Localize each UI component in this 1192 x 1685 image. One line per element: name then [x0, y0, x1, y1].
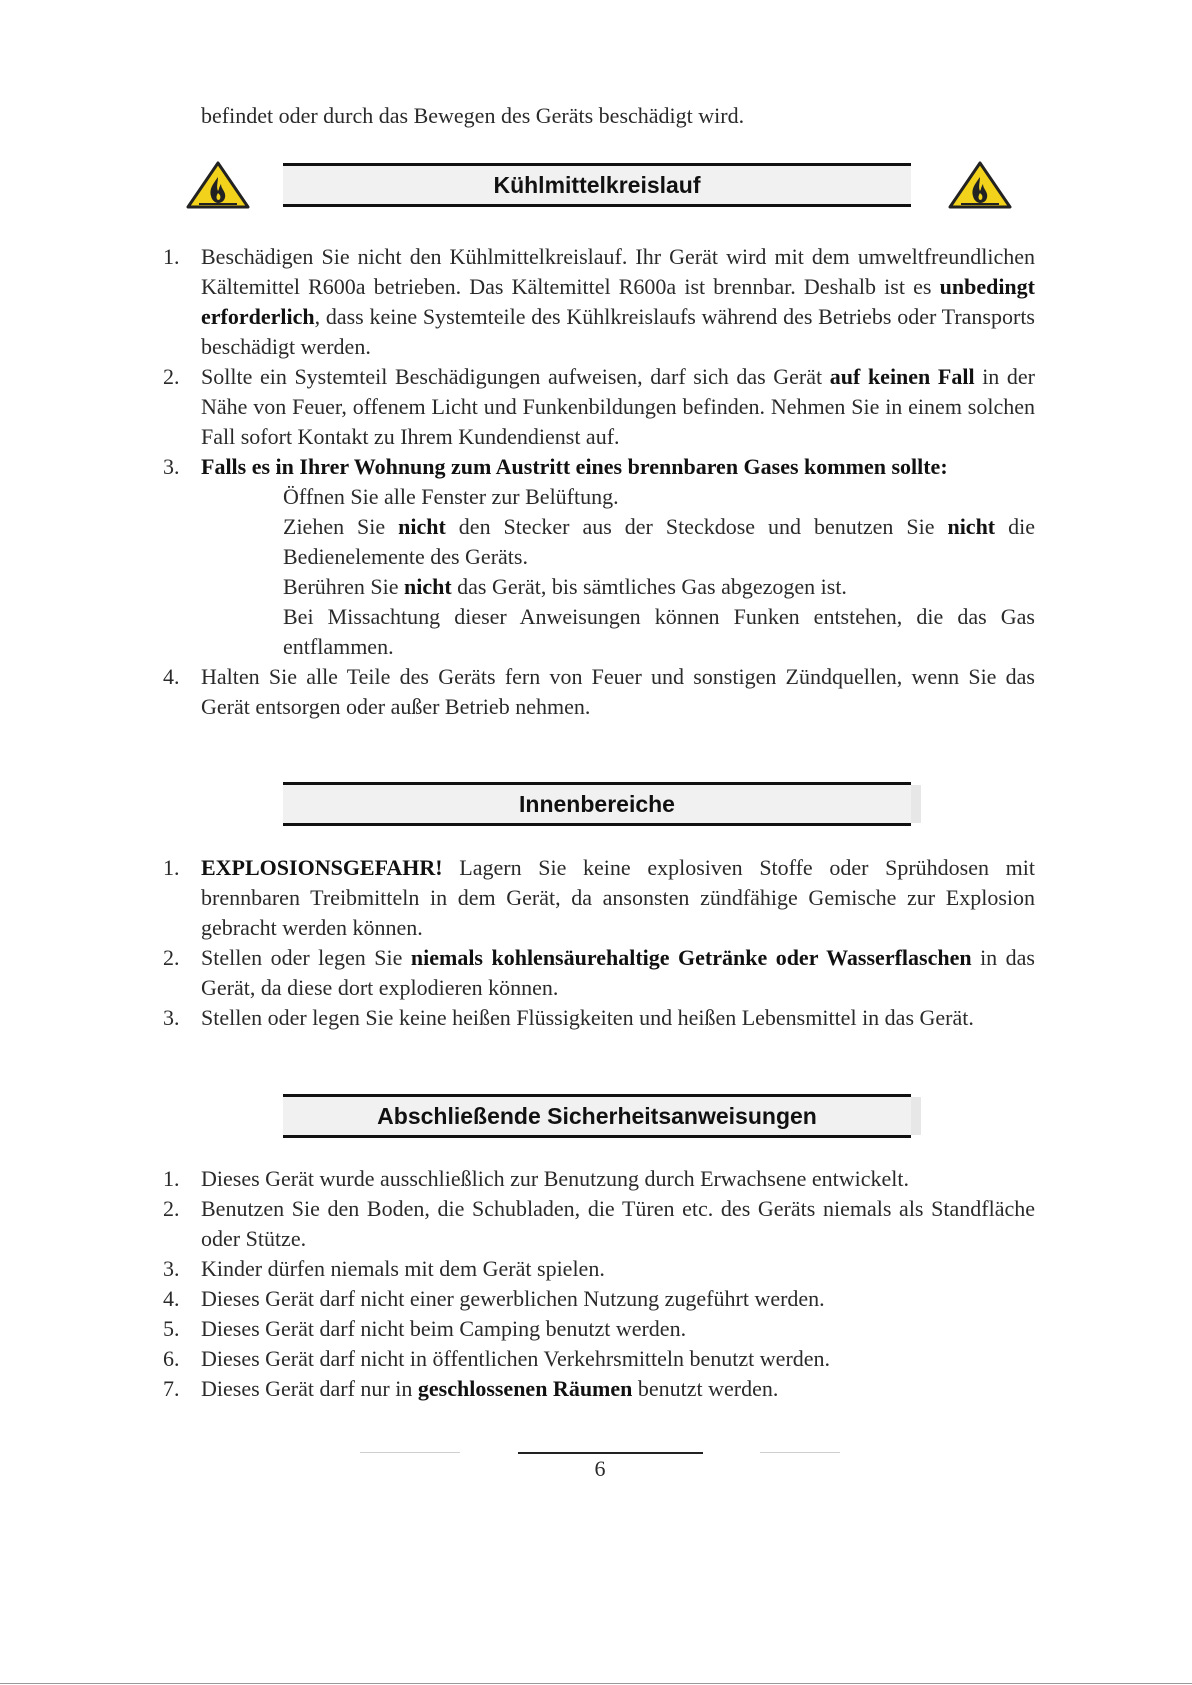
section1-list — [155, 242, 1035, 722]
item-text: Stellen oder legen Sie keine heißen Flüssigkeiten und heißen Lebensmittel in das Gerät. — [201, 1005, 974, 1030]
list-item — [155, 362, 1035, 452]
sub-instruction: Berühren Sie nicht das Gerät, bis sämtliches Gas abgezogen ist. — [283, 574, 847, 599]
list-item — [155, 452, 1035, 662]
item-number: 1. — [163, 1166, 180, 1191]
item-bold-text: auf keinen Fall — [829, 364, 975, 389]
section3-list — [155, 1164, 1035, 1404]
section2-list — [155, 853, 1035, 1033]
item-number: 3. — [163, 1256, 180, 1281]
footer-rule-faint — [760, 1452, 840, 1453]
item-text: Dieses Gerät wurde ausschließlich zur Benutzung durch Erwachsene entwickelt. — [201, 1166, 910, 1191]
item-text: , dass keine Systemteile des Kühlkreislaufs während des Betriebs oder Transports beschädigt werden. — [201, 304, 1035, 359]
header-shadow — [911, 785, 921, 823]
item-text: in das Gerät, da diese dort explodieren können. — [201, 945, 1035, 1000]
item-text: benutzt werden. — [632, 1376, 779, 1401]
item-text: Lagern Sie keine explosiven Stoffe oder Sprühdosen mit brennbaren Treibmitteln in dem Gerät, da ansonsten zündfähige Gemische zur Explosion gebracht werden können. — [201, 855, 1035, 940]
page-bottom-edge — [0, 1683, 1192, 1684]
sub-instruction: Ziehen Sie nicht den Stecker aus der Steckdose und benutzen Sie nicht die Bedienelemente des Geräts. — [283, 514, 1035, 569]
list-item — [155, 1003, 1035, 1033]
sub-instruction: Bei Missachtung dieser Anweisungen können Funken entstehen, die das Gas entflammen. — [283, 604, 1035, 659]
section-title-abschliessende-sicherheitsanweisungen: Abschließende Sicherheitsanweisungen — [283, 1094, 911, 1138]
list-item — [155, 1374, 1035, 1404]
section-title-innenbereiche: Innenbereiche — [283, 782, 911, 826]
sub-instruction: Öffnen Sie alle Fenster zur Belüftung. — [283, 484, 619, 509]
item-number: 1. — [163, 244, 180, 269]
list-item — [155, 1284, 1035, 1314]
header-shadow — [911, 1097, 921, 1135]
flammable-warning-icon — [947, 160, 1013, 210]
item-number: 4. — [163, 1286, 180, 1311]
item-text: Kinder dürfen niemals mit dem Gerät spielen. — [201, 1256, 605, 1281]
intro-text: befindet oder durch das Bewegen des Geräts beschädigt wird. — [201, 103, 745, 128]
list-item — [155, 1194, 1035, 1254]
list-item — [155, 1164, 1035, 1194]
item-number: 1. — [163, 855, 180, 880]
list-item — [155, 1254, 1035, 1284]
item-number: 2. — [163, 364, 180, 389]
item-number: 7. — [163, 1376, 180, 1401]
item-text: Halten Sie alle Teile des Geräts fern von Feuer und sonstigen Zündquellen, wenn Sie das Gerät entsorgen oder außer Betrieb nehmen. — [201, 664, 1035, 719]
list-item — [155, 853, 1035, 943]
list-item — [155, 1314, 1035, 1344]
footer-rule — [518, 1452, 703, 1454]
item-text: Dieses Gerät darf nicht beim Camping benutzt werden. — [201, 1316, 687, 1341]
footer-rule-faint — [360, 1452, 460, 1453]
item-number: 4. — [163, 664, 180, 689]
item-bold-text: EXPLOSIONSGEFAHR! — [201, 855, 443, 880]
page-number: 6 — [594, 1456, 606, 1481]
flammable-warning-icon — [185, 160, 251, 210]
item-number: 2. — [163, 945, 180, 970]
item-bold-text: geschlossenen Räumen — [417, 1376, 633, 1401]
list-item — [155, 943, 1035, 1003]
list-item — [155, 242, 1035, 362]
item-text: Stellen oder legen Sie — [201, 945, 411, 970]
item-text: Beschädigen Sie nicht den Kühlmittelkreislauf. Ihr Gerät wird mit dem umweltfreundlichen Kältemittel R600a betrieben. Das Kältemittel R600a ist brennbar. Deshalb ist es — [201, 244, 1035, 299]
item-text: in der Nähe von Feuer, offenem Licht und Funkenbildungen befinden. Nehmen Sie in einem solchen Fall sofort Kontakt zu Ihrem Kundendienst auf. — [201, 364, 1036, 449]
list-item — [155, 1344, 1035, 1374]
item-number: 3. — [163, 1005, 180, 1030]
section-title-kuehlmittelkreislauf: Kühlmittelkreislauf — [283, 163, 911, 207]
item-text: Dieses Gerät darf nur in — [201, 1376, 418, 1401]
item-bold-text: niemals kohlensäurehaltige Getränke oder Wasserflaschen — [410, 945, 972, 970]
list-item — [155, 662, 1035, 722]
item-text: Dieses Gerät darf nicht in öffentlichen Verkehrsmitteln benutzt werden. — [201, 1346, 831, 1371]
item-number: 2. — [163, 1196, 180, 1221]
item-number: 3. — [163, 454, 180, 479]
item-text: Benutzen Sie den Boden, die Schubladen, die Türen etc. des Geräts niemals als Standfläche oder Stütze. — [201, 1196, 1035, 1251]
item-number: 6. — [163, 1346, 180, 1371]
item-text: Sollte ein Systemteil Beschädigungen aufweisen, darf sich das Gerät — [201, 364, 830, 389]
item-bold-text: unbedingt erforderlich — [201, 274, 1035, 329]
item-text: Dieses Gerät darf nicht einer gewerblichen Nutzung zugeführt werden. — [201, 1286, 825, 1311]
item-bold-text: Falls es in Ihrer Wohnung zum Austritt eines brennbaren Gases kommen sollte: — [201, 454, 948, 479]
item-number: 5. — [163, 1316, 180, 1341]
